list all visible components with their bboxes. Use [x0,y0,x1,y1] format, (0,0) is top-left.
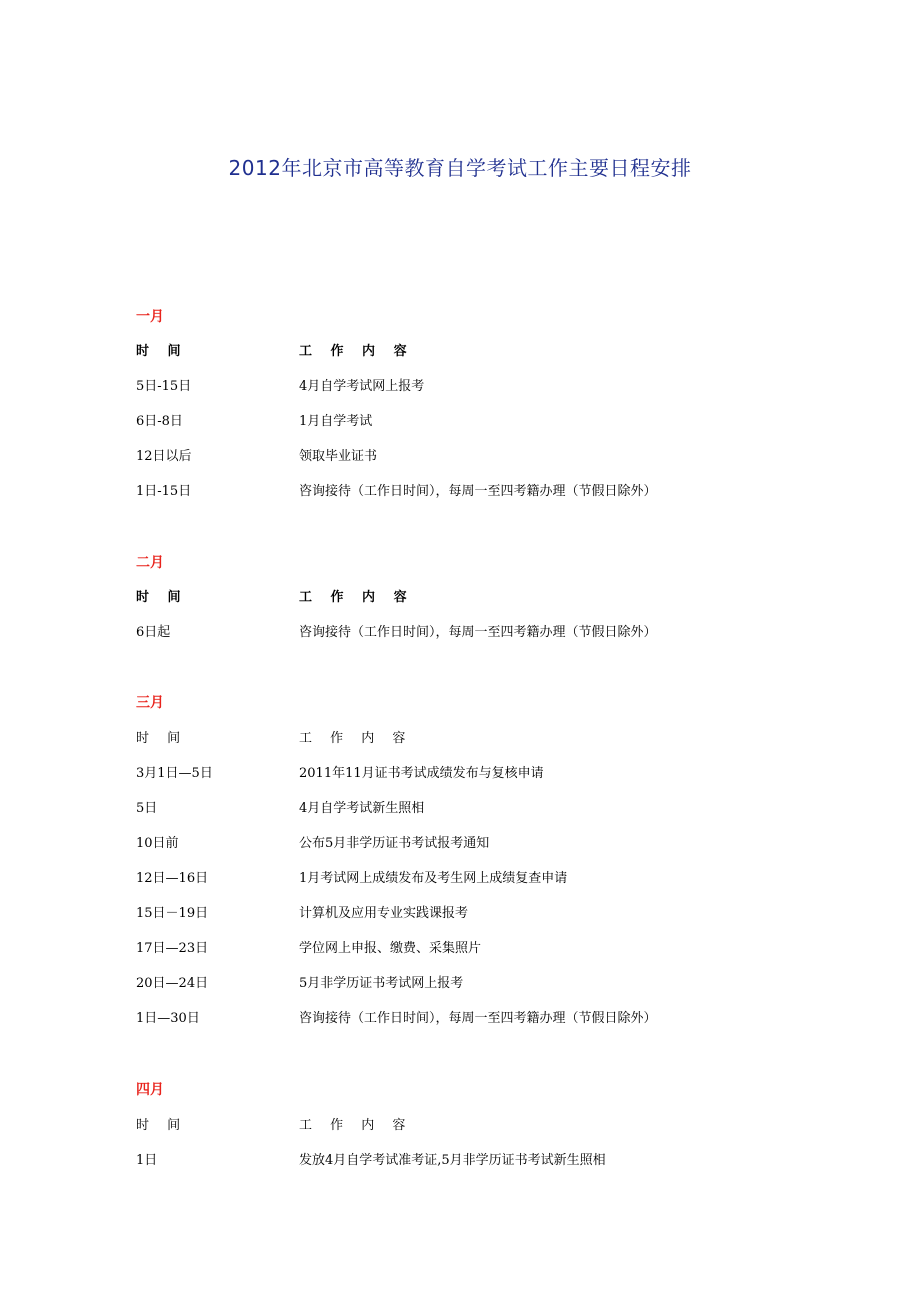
row-time: 17日—23日 [136,941,209,956]
row-time: 5日-15日 [136,379,192,394]
row-content: 4月自学考试网上报考 [299,379,425,394]
header-time: 时 间 [136,1118,188,1133]
row-time: 1日 [136,1153,158,1168]
page-title: 2012年北京市高等教育自学考试工作主要日程安排 [228,156,692,180]
row-content: 计算机及应用专业实践课报考 [299,906,469,921]
row-content: 1月考试网上成绩发布及考生网上成绩复查申请 [299,871,568,886]
month-heading: 一月 [136,309,164,325]
row-content: 1月自学考试 [299,414,373,429]
row-time: 6日起 [136,625,171,640]
row-content: 咨询接待（工作日时间），每周一至四考籍办理（节假日除外） [299,1011,657,1026]
header-content: 工 作 内 容 [299,1118,413,1133]
row-time: 20日—24日 [136,976,209,991]
header-time: 时 间 [136,344,188,359]
row-time: 1日—30日 [136,1011,200,1026]
row-content: 4月自学考试新生照相 [299,801,425,816]
row-content: 咨询接待（工作日时间），每周一至四考籍办理（节假日除外） [299,484,657,499]
row-time: 1日-15日 [136,484,192,499]
header-content: 工 作 内 容 [299,590,414,605]
header-content: 工 作 内 容 [299,731,413,746]
row-time: 15日－19日 [136,906,209,921]
month-heading: 四月 [136,1082,164,1098]
row-content: 发放4月自学考试准考证,5月非学历证书考试新生照相 [299,1153,606,1168]
header-content: 工 作 内 容 [299,344,414,359]
row-time: 12日—16日 [136,871,209,886]
month-heading: 二月 [136,555,164,571]
header-time: 时 间 [136,731,188,746]
row-time: 12日以后 [136,449,192,464]
month-heading: 三月 [136,695,164,711]
row-content: 公布5月非学历证书考试报考通知 [299,836,490,851]
row-time: 3月1日—5日 [136,766,213,781]
row-content: 5月非学历证书考试网上报考 [299,976,464,991]
row-content: 领取毕业证书 [299,449,378,464]
row-time: 5日 [136,801,158,816]
row-content: 2011年11月证书考试成绩发布与复核申请 [299,766,544,781]
row-time: 6日-8日 [136,414,183,429]
header-time: 时 间 [136,590,188,605]
row-content: 咨询接待（工作日时间），每周一至四考籍办理（节假日除外） [299,625,657,640]
row-content: 学位网上申报、缴费、采集照片 [299,941,482,956]
row-time: 10日前 [136,836,179,851]
